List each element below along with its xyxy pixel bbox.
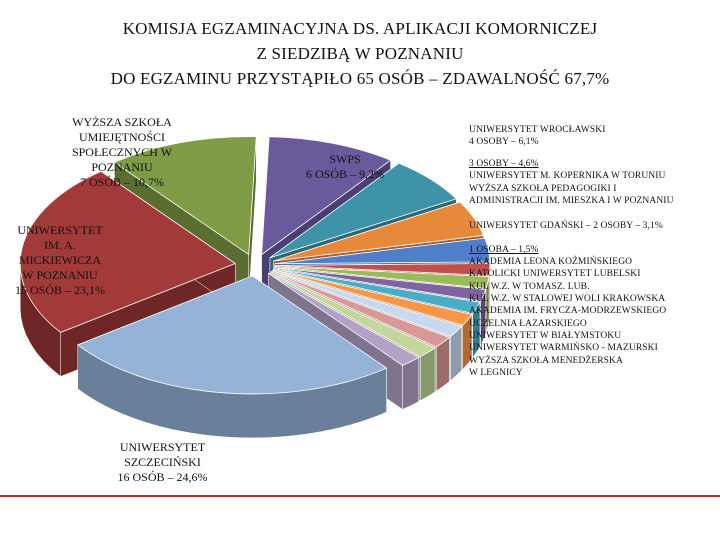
label-wsm: WYŻSZA SZKOŁA MENEDŻERSKA [469, 356, 623, 366]
label-kul-stalowa-wola: KUL W.Z. W STALOWEJ WOLI KRAKOWSKA [469, 294, 666, 304]
label-uam-line: MICKIEWICZA [19, 253, 101, 267]
label-swps [285, 152, 405, 182]
label-wspia: WYŻSZA SZKOŁA PEDAGOGIKI I [469, 184, 617, 194]
label-uwr: UNIWERSYTET WROCŁAWSKI [469, 125, 606, 135]
label-swps-line: SWPS [329, 152, 361, 166]
label-uam-value: 15 OSÓB – 23,1% [14, 283, 105, 297]
label-kul-tomaszow: KUL W.Z. W TOMASZ. LUB. [469, 282, 590, 292]
label-uam-line: UNIWERSYTET [17, 223, 103, 237]
label-lazarski: UCZELNIA ŁAZARSKIEGO [469, 319, 587, 329]
label-swps-value: 6 OSÓB – 9,2% [305, 167, 384, 181]
label-alk: AKADEMIA LEONA KOŹMIŃSKIEGO [469, 257, 633, 267]
label-usz-line: SZCZECIŃSKI [124, 455, 201, 469]
label-usz-value: 16 OSÓB – 24,6% [117, 470, 208, 484]
label-wsus [52, 115, 192, 190]
label-1-osoba: 1 OSOBA – 1,5% [469, 245, 539, 255]
label-3-osoby: 3 OSOBY – 4,6% [469, 159, 539, 169]
footer-divider [0, 495, 720, 497]
label-wsus-line: SPOŁECZNYCH W [71, 145, 173, 159]
pie-slice-side [403, 357, 419, 409]
chart-title-line-2: Z SIEDZIBĄ W POZNANIU [256, 44, 464, 63]
label-uwm: UNIWERSYTET WARMIŃSKO - MAZURSKI [469, 343, 658, 353]
label-kul: KATOLICKI UNIWERSYTET LUBELSKI [469, 269, 641, 279]
label-wsus-line: POZNANIU [91, 160, 153, 174]
label-wsus-line: WYŻSZA SZKOŁA [72, 115, 172, 129]
label-wsus-value: 7 OSÓB – 10,7% [79, 175, 164, 189]
label-usz-line: UNIWERSYTET [119, 440, 206, 454]
label-uwr-value: 4 OSOBY – 6,1% [469, 137, 539, 147]
label-wspia-2: ADMINISTRACJI IM. MIESZKA I W POZNANIU [469, 196, 674, 206]
chart-title-line-3: DO EGZAMINU PRZYSTĄPIŁO 65 OSÓB – ZDAWALNOŚĆ 67,7% [110, 69, 610, 88]
label-wsus-line: UMIEJĘTNOŚCI [79, 130, 165, 144]
label-uam-line: IM. A. [44, 238, 76, 252]
label-ug: UNIWERSYTET GDAŃSKI – 2 OSOBY – 3,1% [469, 221, 663, 231]
label-umk: UNIWERSYTET M. KOPERNIKA W TORUNIU [469, 171, 666, 181]
label-wsm-2: W LEGNICY [469, 368, 523, 378]
label-afm: AKADEMIA IM. FRYCZA-MODRZEWSKIEGO [469, 306, 667, 316]
label-uam-line: W POZNANIU [22, 268, 98, 282]
label-usz [100, 440, 225, 485]
chart-title-line-1: KOMISJA EGZAMINACYJNA DS. APLIKACJI KOMORNICZEJ [122, 19, 598, 38]
label-uam [0, 223, 120, 298]
label-uwb: UNIWERSYTET W BIAŁYMSTOKU [469, 331, 622, 341]
